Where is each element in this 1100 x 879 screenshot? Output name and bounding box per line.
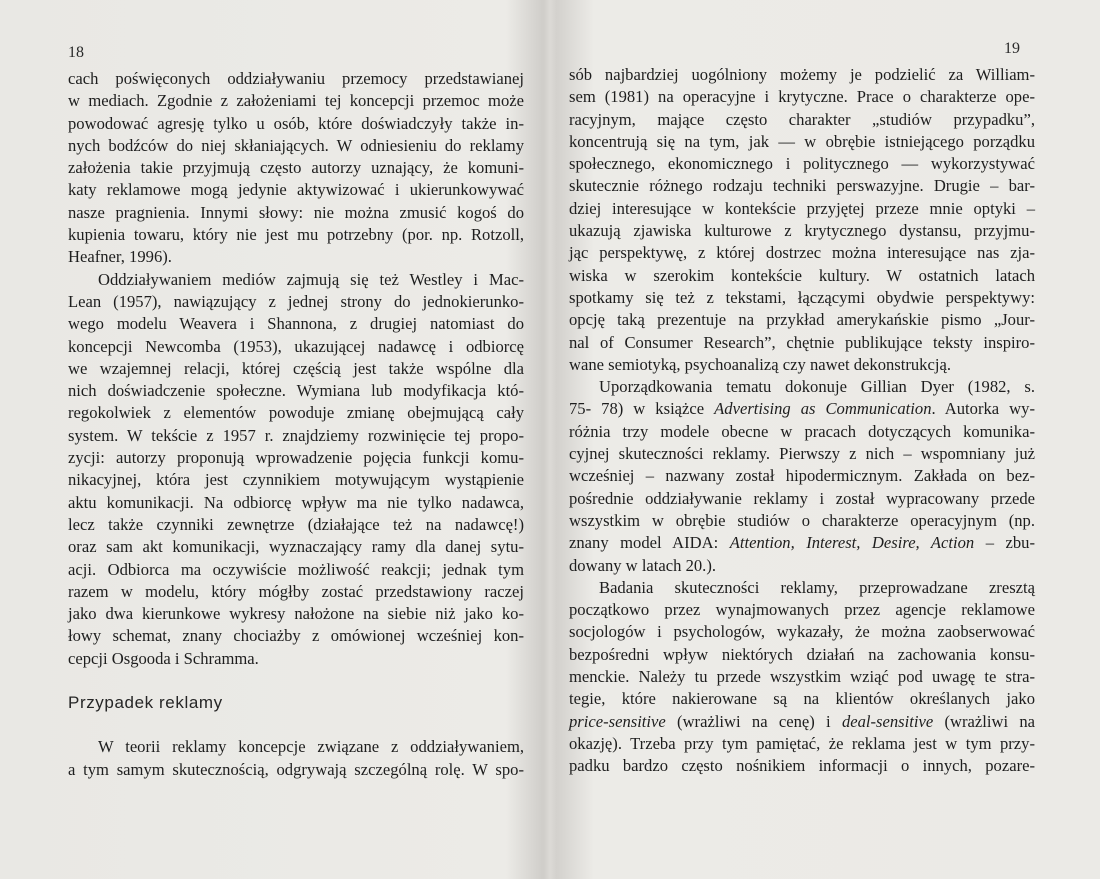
left-page-text [68,68,524,781]
text-line: cach poświęconych oddziaływaniu przemocy przedstawianej [68,69,524,88]
text-line: początkowo przez wynajmowanych przez agencje reklamowe [569,600,1035,620]
aida-terms: Attention, Interest, Desire, Action [729,533,975,553]
text-line: pośrednie oddziaływanie reklamy i został wypracowany przede [569,488,1035,508]
text-line: społecznego, ekonomicznego i politycznego — wykorzystywać [569,154,1035,174]
text-line: 75- 78) w książce Advertising as Communication. Autorka wy- [569,399,1035,419]
text-line: opcję taką prezentuje na przykład amerykańskie pismo „Jour- [569,310,1035,330]
text-line: Badania skuteczności reklamy, przeprowadzane zresztą [599,577,1035,597]
text-line: nich doświadczenie społeczne. Wymiana lub modyfikacja któ- [68,381,524,401]
text-line: spotkamy się też z tekstami, łączącymi obydwie perspektywy: [569,287,1035,307]
text-line: nych bodźców do niej skłaniających. W odniesieniu do reklamy [68,135,524,155]
text-line: Lean (1957), nawiązujący z jednej strony do jednokierunko- [68,291,524,311]
text-line: jąc perspektywę, z której dostrzec można interesujące nas zja- [569,243,1035,263]
text-line: sób najbardziej uogólniony możemy je podzielić za William- [569,65,1035,84]
text-line: oraz sam akt komunikacji, wyznaczający ramy dla danej sytu- [68,537,524,557]
text-line: w mediach. Zgodnie z założeniami tej koncepcji przemoc może [68,91,524,111]
text-line: aktu komunikacji. Na odbiorcę wpływ ma nie tylko nadawca, [68,492,524,512]
text-line: wane semiotyką, psychoanalizą czy nawet dekonstrukcją. [569,354,951,374]
paragraph [569,64,1035,376]
text-line: cyjnej skuteczności reklamy. Pierwszy z nich – wspomniany już [569,444,1035,464]
text-line: wiska w szerokim kontekście kultury. W ostatnich latach [569,265,1035,285]
text-line: racyjnym, mające często charakter „studiów przypadku”, [569,109,1035,129]
text-line: jako dwa kierunkowe wykresy nałożone na siebie niż jako ko- [68,604,524,624]
text-line: Uporządkowania tematu dokonuje Gillian Dyer (1982, s. [599,377,1035,397]
text-line: lecz także czynniki zewnętrze (działające też na nadawcę!) [68,514,524,534]
text-line: łowy schemat, znany chociażby z omówionej wcześniej kon- [68,626,524,646]
text-line: dziej interesujące w kontekście przyjętej przeze mnie optyki – [569,198,1035,218]
text-line: menckie. Należy tu przede wszystkim wziąć pod uwagę te stra- [569,667,1035,687]
text-line: ukazują zjawiska kulturowe z krytycznego dystansu, przyjmu- [569,221,1035,241]
term-italic: deal-sensitive [841,711,934,731]
text-line: socjologów i psychologów, wykazały, że można zaobserwować [569,622,1035,642]
text-line: razem w modelu, który mógłby zostać przedstawiony raczej [68,581,524,601]
text-line: price-sensitive (wrażliwi na cenę) i deal-sensitive (wrażliwi na [569,711,1035,731]
text-line: acji. Odbiorca ma oczywiście możliwość reakcji; jednak tym [68,559,524,579]
right-page [551,0,1100,879]
right-page-text [569,64,1035,778]
page-number: 18 [68,44,84,61]
text-line: skutecznie różnego rodzaju techniki perswazyjne. Drugie – bar- [569,176,1035,196]
paragraph [68,269,524,670]
text-line: koncepcji Newcomba (1953), ukazującej nadawcę i odbiorcę [68,336,524,356]
text-line: wcześniej – nazwany został hipodermicznym. Zakłada on bez- [569,466,1035,486]
text-line: regokolwiek z elementów powoduje zmianę obejmującą cały [68,403,524,423]
paragraph [68,736,524,781]
term-italic: price-sensitive [569,711,666,731]
section-heading: Przypadek reklamy [68,693,223,713]
text-line: dowany w latach 20.). [569,555,716,575]
paragraph [68,68,524,269]
text-line: założenia takie przyjmują często autorzy uznający, że komuni- [68,158,524,178]
text-line: W teorii reklamy koncepcje związane z oddziaływaniem, [98,737,524,757]
book-title: Advertising as Communication [714,399,932,419]
text-line: znany model AIDA: Attention, Interest, Desire, Action – zbu- [569,533,1035,553]
text-line: we wzajemnej relacji, której częścią jest także wspólne dla [68,358,524,378]
paragraph [569,376,1035,577]
text-line: nikacyjnej, która jest czynnikiem motywującym wystąpienie [68,470,524,490]
paragraph [569,577,1035,778]
text-line: system. W tekście z 1957 r. znajdziemy rozwinięcie tej propo- [68,425,524,445]
text-line: sem (1981) na operacyjne i krytyczne. Prace o charakterze ope- [569,87,1035,107]
page-number: 19 [1004,40,1020,57]
text-line: cepcji Osgooda i Schramma. [68,648,259,668]
text-line: koncentrują się na tym, jak — w obrębie istniejącego porządku [569,131,1035,151]
text-line: zycji: autorzy proponują wprowadzenie pojęcia funkcji komu- [68,448,524,468]
text-line: powodować agresję tylko u osób, które doświadczyły także in- [68,113,524,133]
text-line: bezpośredni wpływ niektórych działań na zachowania konsu- [569,644,1035,664]
left-page [0,0,549,879]
text-line: wszystkim w obrębie studiów o charakterze operacyjnym (np. [569,510,1035,530]
text-line: a tym samym skutecznością, odgrywają szczególną rolę. W spo- [68,759,524,779]
text-line: okazję). Trzeba przy tym pamiętać, że reklama jest w tym przy- [569,733,1035,753]
text-line: padku bardzo często nośnikiem informacji o innych, pozare- [569,756,1035,776]
text-line: tegie, które nakierowane są na klientów określanych jako [569,689,1035,709]
text-line: kupienia towaru, który nie jest mu potrzebny (por. np. Rotzoll, [68,225,524,245]
text-line: Heafner, 1996). [68,247,172,267]
text-line: nasze pragnienia. Innymi słowy: nie można zmusić kogoś do [68,202,524,222]
text-line: katy reklamowe mogą jedynie aktywizować i ukierunkowywać [68,180,524,200]
text-line: Oddziaływaniem mediów zajmują się też Westley i Mac- [98,269,524,289]
text-line: nal of Consumer Research”, chętnie publikujące teksty inspiro- [569,332,1035,352]
text-line: różnia trzy modele obecne w pracach dotyczących komunika- [569,421,1035,441]
text-line: wego modelu Weavera i Shannona, z drugiej natomiast do [68,314,524,334]
